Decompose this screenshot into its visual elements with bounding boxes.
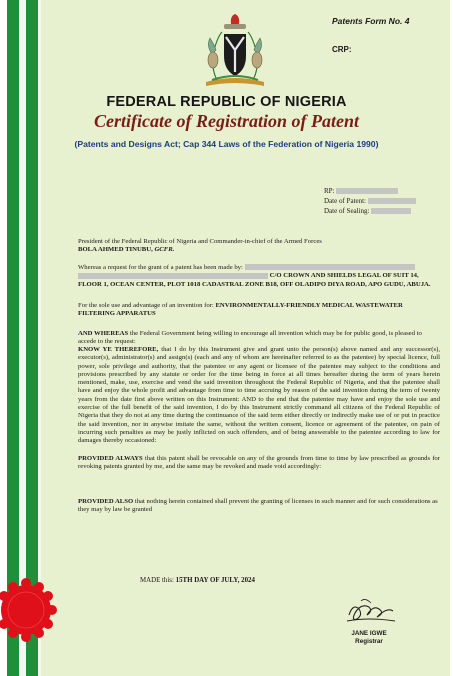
know-ye-lead: KNOW YE THEREFORE, [78, 346, 159, 353]
proviso-always-paragraph [78, 455, 440, 472]
act-subtitle: (Patents and Designs Act; Cap 344 Laws of the Federation of Nigeria 1990) [74, 139, 379, 149]
invention-lead: For the sole use and advantage of an invention for: [78, 302, 214, 309]
form-number: Patents Form No. 4 [332, 16, 410, 26]
proviso-always-text: that this patent shall be revocable on any of the grounds from time to time by law prescribed as grounds for revoking patents granted by me, and the same may be revoked and made void accordingly: [78, 455, 440, 471]
proviso-also-text: that nothing herein contained shall prevent the granting of licenses in such manner and for such considerations as they may by law be granted [78, 498, 438, 514]
redaction [245, 264, 415, 270]
president-line: President of the Federal Republic of Nigeria and Commander-in-chief of the Armed Forces [78, 238, 322, 245]
crp-label: CRP: [332, 45, 352, 54]
sealing-date-label: Date of Sealing: [324, 207, 370, 215]
registrar-name: JANE IGWE [351, 630, 387, 637]
whereas-text: the Federal Government being willing to encourage all invention which may be for public good, is pleased to accede to the request: [78, 330, 422, 346]
whereas-paragraph [78, 330, 440, 347]
registrar-block [345, 630, 393, 646]
made-label: MADE this: [140, 577, 174, 584]
made-date: 15TH DAY OF JULY, 2024 [175, 577, 255, 584]
redaction [368, 198, 416, 204]
certificate-title: Certificate of Registration of Patent [94, 111, 359, 131]
invention-paragraph [78, 302, 440, 319]
patent-date-label: Date of Patent: [324, 197, 366, 205]
red-seal-icon [0, 570, 64, 650]
redaction [371, 208, 411, 214]
registrar-title: Registrar [355, 638, 383, 645]
proviso-also-paragraph [78, 498, 440, 515]
president-title: GCFR. [154, 246, 175, 254]
applicant-address: C/O CROWN AND SHIELDS LEGAL OF SUIT 14, FLOOR 1, OCEAN CENTER, PLOT 1018 CADASTRAL ZONE B18, OFF OLADIPO DIYA ROAD, APO GUDU, ABUJA. [78, 272, 431, 288]
made-line [140, 577, 255, 584]
proviso-always-lead: PROVIDED ALWAYS [78, 455, 143, 462]
whereas-lead: AND WHEREAS [78, 330, 129, 337]
reference-block [324, 186, 416, 216]
patent-date-line [324, 196, 416, 206]
invention-title: ENVIRONMENTALLY-FRIENDLY MEDICAL WASTEWATER FILTERING APPARATUS [78, 302, 403, 318]
rp-line [324, 186, 416, 196]
redaction [78, 273, 268, 279]
know-ye-paragraph [78, 346, 440, 446]
coat-of-arms-icon [192, 10, 278, 90]
signature-icon [343, 595, 399, 629]
president-paragraph [78, 238, 440, 255]
request-paragraph [78, 264, 440, 289]
redaction [336, 188, 398, 194]
request-text: Whereas a request for the grant of a patent has been made by: [78, 264, 243, 271]
republic-heading: FEDERAL REPUBLIC OF NIGERIA [106, 94, 347, 110]
president-name: BOLA AHMED TINUBU, [78, 246, 153, 254]
rp-label: RP: [324, 187, 335, 195]
proviso-also-lead: PROVIDED ALSO [78, 498, 134, 505]
know-ye-text: that I do by this Instrument give and grant unto the person(s) above named and any successor(s), executor(s), administrator(s) and assign(s) (each and any of whom are hereinafter referred to as the patentee) by special licence, full power, sole privilege and authority, that the patentee or any agent or licensee of the patentee may subject to the conditions and provisions prescribed by any statute or order for the time being in force at all times hereafter during the term of years herein mentioned, make, use, exercise and vend the said invention throughout the Federal Republic of Nigeria, and that the patentee shall have and enjoy the whole profit and advantage from time to time accruing by reason of the said invention during the term of twenty years from the date first above written on this Instrument: AND to the end that the patentee may have and enjoy the sole use and exercise of the full benefit of the said invention, I do by this Instrument strictly command all citizens of the Federal Republic of Nigeria that they do not at any time during the continuance of the said term either directly or indirectly make use of or put in practice the said invention, nor in anywise imitate the same, without the written consent, licence or agreement of the patentee, on pain of incurring such penalties as may be justly inflicted on such offenders, and of being answerable to the patentee according to law for damages thereby occasioned: [78, 346, 440, 445]
sealing-date-line [324, 206, 416, 216]
